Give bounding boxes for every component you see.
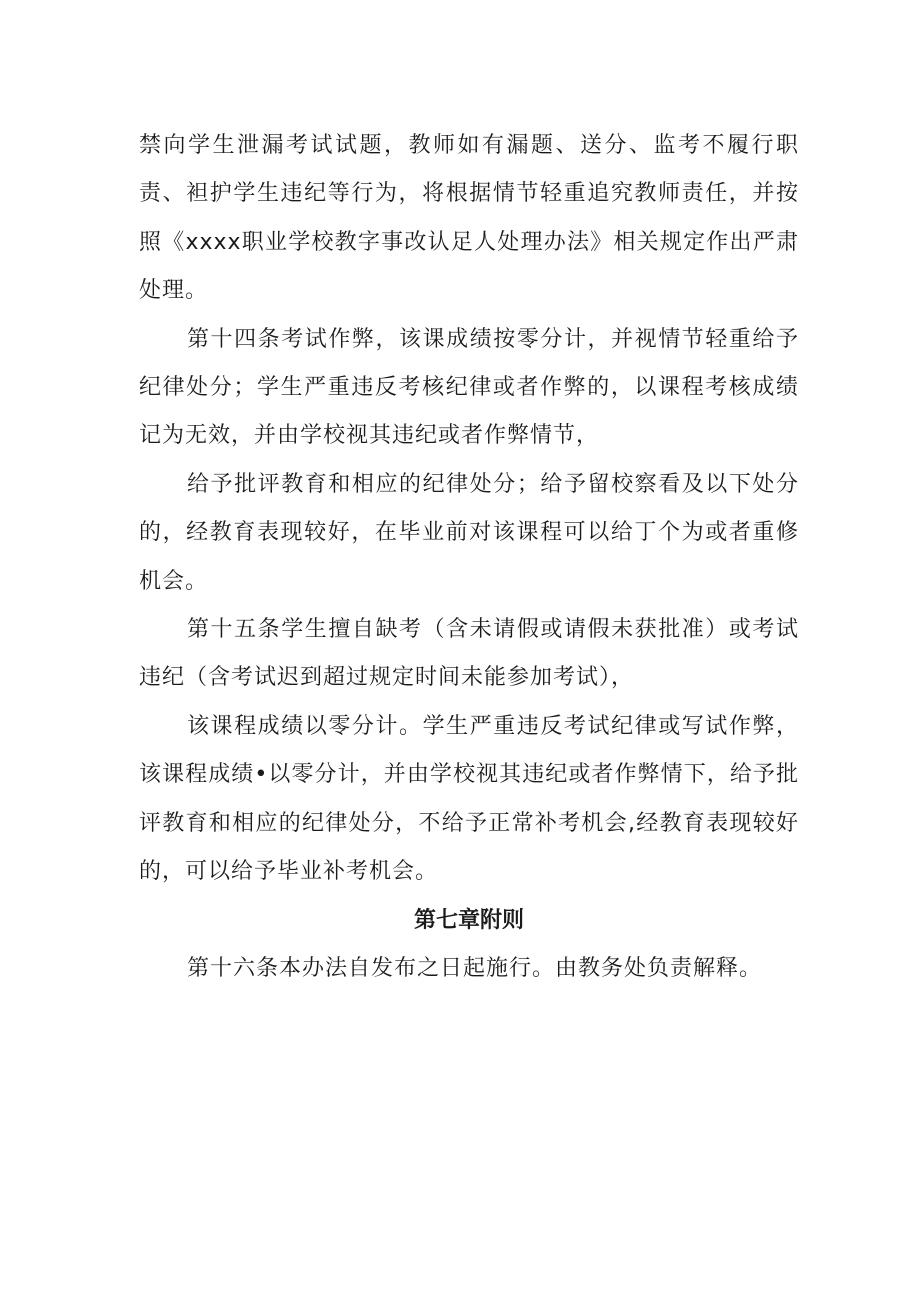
paragraph-article-16: 第十六条本办法自发布之日起施行。由教务处负责解释。 (187, 955, 763, 981)
paragraph-teacher-duties: 禁向学生泄漏考试试题，教师如有漏题、送分、监考不履行职责、袒护学生违纪等行为，将根据情节轻重追究教师责任，并按照《xxxx职业学校教字事改认足人处理办法》相关规定作出严肃处理。 (139, 133, 799, 304)
document-body (139, 122, 799, 993)
paragraph-article-14-continued: 给予批评教育和相应的纪律处分；给予留校察看及以下处分的，经教育表现较好，在毕业前对该课程可以给丁个为或者重修机会。 (139, 471, 799, 594)
paragraph-article-15-continued: 该课程成绩以零分计。学生严重违反考试纪律或写试作弊，该课程成绩•以零分计，并由学校视其违纪或者作弊情下，给予批评教育和相应的纪律处分，不给予正常补考机会,经教育表现较好的，可以给予毕业补考机会。 (139, 713, 799, 885)
paragraph-article-14: 第十四条考试作弊，该课成绩按零分计，并视情节轻重给予纪律处分；学生严重违反考核纪律或者作弊的，以课程考核成绩记为无效，并由学校视其违纪或者作弊情节， (139, 326, 799, 449)
chapter-heading: 第七章附则 (413, 907, 524, 933)
paragraph-article-15: 第十五条学生擅自缺考（含未请假或请假未获批准）或考试违纪（含考试迟到超过规定时间未能参加考试）， (139, 617, 799, 691)
